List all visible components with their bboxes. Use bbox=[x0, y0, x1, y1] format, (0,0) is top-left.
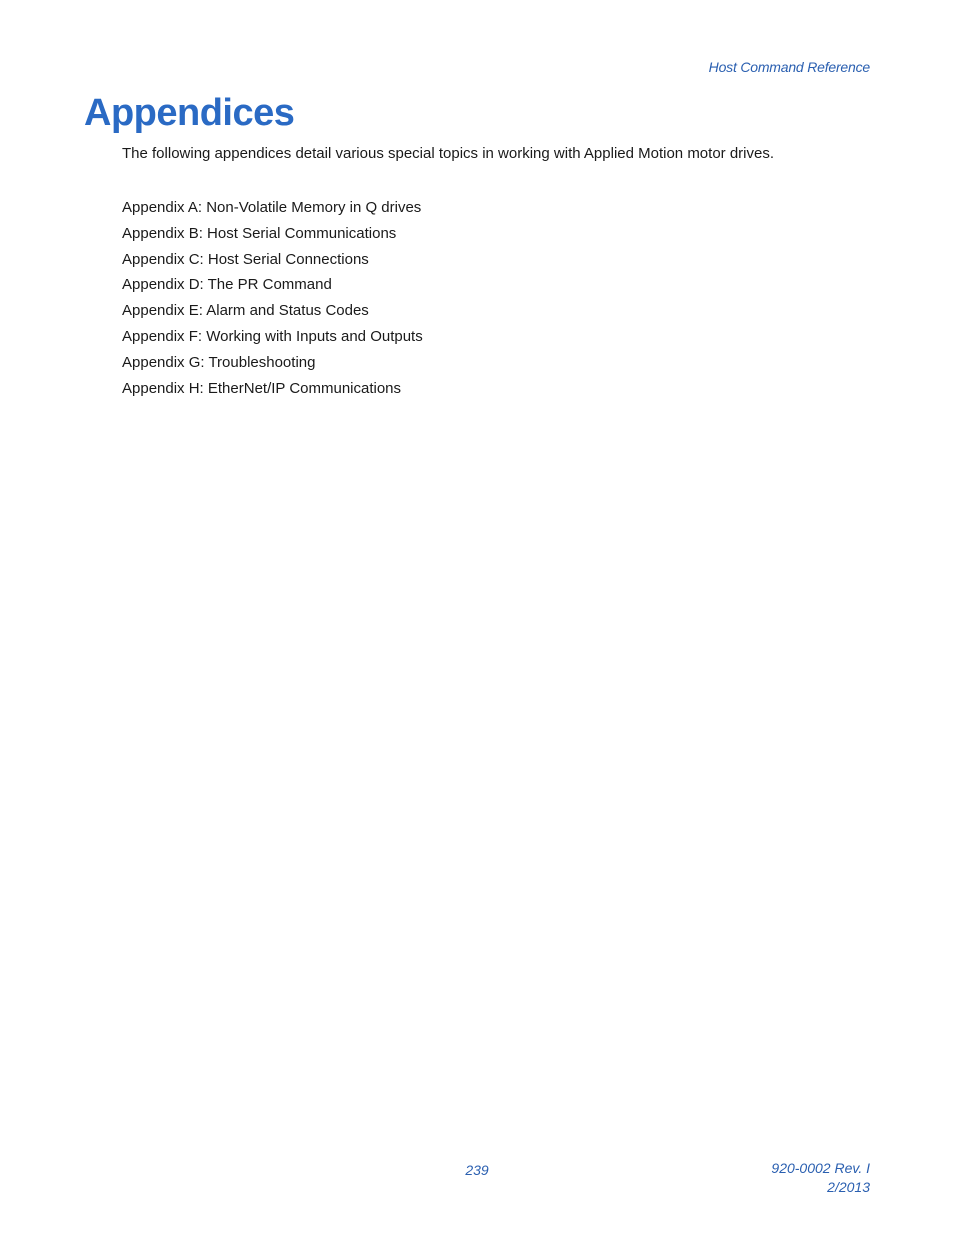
document-number: 920-0002 Rev. I bbox=[771, 1160, 870, 1176]
appendix-item-d: Appendix D: The PR Command bbox=[122, 276, 332, 294]
appendix-item-g: Appendix G: Troubleshooting bbox=[122, 353, 316, 371]
document-info bbox=[771, 1159, 870, 1197]
appendix-item-b: Appendix B: Host Serial Communications bbox=[122, 224, 397, 242]
appendix-item-h: Appendix H: EtherNet/IP Communications bbox=[122, 379, 402, 397]
document-date: 2/2013 bbox=[827, 1179, 870, 1195]
running-header: Host Command Reference bbox=[708, 59, 870, 75]
appendix-list bbox=[122, 195, 423, 401]
page-number: 239 bbox=[465, 1162, 489, 1178]
page-title: Appendices bbox=[84, 92, 295, 134]
intro-paragraph: The following appendices detail various special topics in working with Applied Motion motor drives. bbox=[122, 145, 775, 162]
appendix-item-c: Appendix C: Host Serial Connections bbox=[122, 250, 369, 268]
appendix-item-a: Appendix A: Non-Volatile Memory in Q drives bbox=[122, 199, 422, 216]
appendix-item-e: Appendix E: Alarm and Status Codes bbox=[122, 302, 369, 320]
appendix-item-f: Appendix F: Working with Inputs and Outputs bbox=[122, 327, 423, 345]
